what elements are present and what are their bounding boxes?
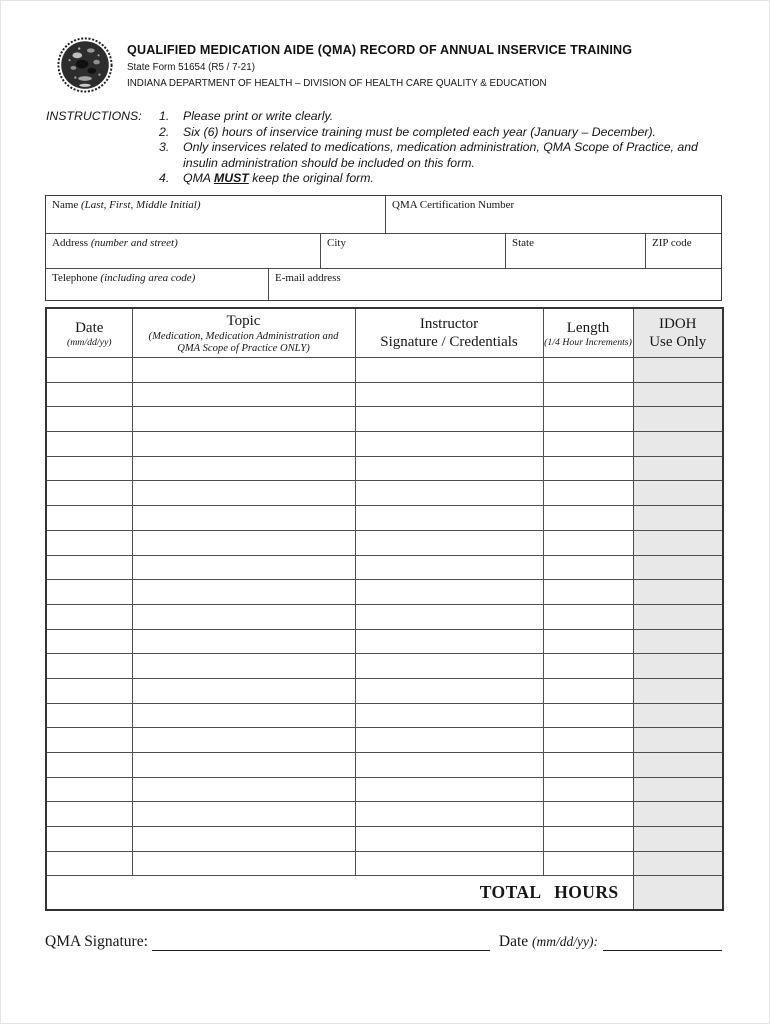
cell-instructor[interactable]	[355, 407, 543, 432]
table-row	[46, 777, 723, 802]
table-row	[46, 555, 723, 580]
column-header-idoh-use-only: IDOH Use Only	[633, 308, 723, 358]
cell-date[interactable]	[46, 604, 132, 629]
cell-idoh	[633, 580, 723, 605]
cell-topic[interactable]	[132, 481, 355, 506]
cell-topic[interactable]	[132, 851, 355, 876]
cell-instructor[interactable]	[355, 654, 543, 679]
cell-length[interactable]	[543, 555, 633, 580]
cell-topic[interactable]	[132, 802, 355, 827]
cell-instructor[interactable]	[355, 678, 543, 703]
cell-topic[interactable]	[132, 580, 355, 605]
cell-idoh	[633, 728, 723, 753]
cell-length[interactable]	[543, 456, 633, 481]
table-row	[46, 703, 723, 728]
cell-instructor[interactable]	[355, 851, 543, 876]
must-emphasis: MUST	[213, 171, 249, 186]
cell-date[interactable]	[46, 555, 132, 580]
cell-length[interactable]	[543, 851, 633, 876]
cell-topic[interactable]	[132, 506, 355, 531]
cell-topic[interactable]	[132, 407, 355, 432]
cell-date[interactable]	[46, 456, 132, 481]
telephone-label: Telephone	[52, 272, 98, 284]
cell-length[interactable]	[543, 629, 633, 654]
date-label: Date (mm/dd/yy):	[498, 933, 599, 950]
cell-instructor[interactable]	[355, 777, 543, 802]
instruction-text: Six (6) hours of inservice training must be completed each year (January – December).	[183, 124, 656, 139]
city-label: City	[327, 237, 346, 249]
cell-topic[interactable]	[132, 827, 355, 852]
cell-date[interactable]	[46, 358, 132, 383]
instruction-text: Please print or write clearly.	[183, 109, 334, 123]
address-label: Address	[52, 237, 89, 249]
instruction-text: Only inservices related to medications, medication administration, QMA Scope of Practice, and insulin administration should be included on this form.	[183, 140, 698, 170]
cell-date[interactable]	[46, 580, 132, 605]
inservice-training-table	[45, 307, 724, 911]
cell-instructor[interactable]	[355, 530, 543, 555]
cell-idoh	[633, 456, 723, 481]
cell-date[interactable]	[46, 629, 132, 654]
zip-code-label: ZIP code	[652, 237, 692, 249]
table-row	[46, 407, 723, 432]
cell-instructor[interactable]	[355, 382, 543, 407]
instruction-item-2	[159, 125, 736, 141]
cell-idoh	[633, 432, 723, 457]
cell-instructor[interactable]	[355, 555, 543, 580]
cell-date[interactable]	[46, 703, 132, 728]
cell-instructor[interactable]	[355, 604, 543, 629]
cell-length[interactable]	[543, 827, 633, 852]
state-field[interactable]	[506, 234, 646, 268]
cell-topic[interactable]	[132, 530, 355, 555]
qma-signature-label: QMA Signature:	[45, 933, 148, 950]
signature-section	[45, 932, 722, 951]
cell-date[interactable]	[46, 432, 132, 457]
table-row	[46, 851, 723, 876]
qma-signature-line[interactable]	[152, 933, 490, 951]
cell-length[interactable]	[543, 506, 633, 531]
department-name: INDIANA DEPARTMENT OF HEALTH – DIVISION OF HEALTH CARE QUALITY & EDUCATION	[127, 78, 547, 89]
cell-topic[interactable]	[132, 382, 355, 407]
instruction-item-4	[159, 171, 736, 187]
cell-idoh	[633, 802, 723, 827]
cell-length[interactable]	[543, 580, 633, 605]
cell-length[interactable]	[543, 753, 633, 778]
cell-idoh	[633, 530, 723, 555]
total-hours-row	[46, 876, 723, 911]
cell-topic[interactable]	[132, 777, 355, 802]
cell-length[interactable]	[543, 654, 633, 679]
cell-date[interactable]	[46, 506, 132, 531]
cell-idoh	[633, 604, 723, 629]
cell-instructor[interactable]	[355, 753, 543, 778]
date-format-hint: (mm/dd/yy):	[532, 934, 599, 949]
cell-instructor[interactable]	[355, 358, 543, 383]
form-header	[56, 36, 632, 94]
cell-idoh	[633, 753, 723, 778]
cell-instructor[interactable]	[355, 629, 543, 654]
total-hours-label-cell	[46, 876, 633, 911]
cell-length[interactable]	[543, 703, 633, 728]
training-table-body	[46, 358, 723, 876]
cell-date[interactable]	[46, 802, 132, 827]
telephone-field[interactable]	[46, 269, 269, 300]
cell-idoh	[633, 407, 723, 432]
cell-topic[interactable]	[132, 753, 355, 778]
cell-topic[interactable]	[132, 678, 355, 703]
cell-idoh	[633, 506, 723, 531]
cell-topic[interactable]	[132, 432, 355, 457]
cell-instructor[interactable]	[355, 827, 543, 852]
table-row	[46, 530, 723, 555]
cell-date[interactable]	[46, 728, 132, 753]
table-row	[46, 358, 723, 383]
qma-certification-number-field[interactable]	[386, 196, 721, 233]
instructions-label: INSTRUCTIONS:	[46, 109, 142, 123]
page-title: QUALIFIED MEDICATION AIDE (QMA) RECORD OF ANNUAL INSERVICE TRAINING	[127, 43, 633, 57]
instructions-section	[46, 109, 736, 187]
cell-length[interactable]	[543, 481, 633, 506]
cell-instructor[interactable]	[355, 432, 543, 457]
cell-date[interactable]	[46, 530, 132, 555]
indiana-state-seal-icon	[56, 36, 114, 94]
address-field[interactable]	[46, 234, 321, 268]
name-hint: (Last, First, Middle Initial)	[81, 199, 201, 211]
cell-topic[interactable]	[132, 654, 355, 679]
cell-instructor[interactable]	[355, 802, 543, 827]
total-hours-label: TOTAL HOURS	[479, 882, 619, 903]
cell-instructor[interactable]	[355, 580, 543, 605]
cell-idoh	[633, 629, 723, 654]
cell-length[interactable]	[543, 530, 633, 555]
table-row	[46, 506, 723, 531]
cell-date[interactable]	[46, 654, 132, 679]
state-label: State	[512, 237, 534, 249]
table-row	[46, 481, 723, 506]
instruction-number: 2.	[159, 124, 170, 139]
date-line[interactable]	[603, 933, 722, 951]
column-header-topic: Topic (Medication, Medication Administration and QMA Scope of Practice ONLY)	[132, 308, 355, 358]
cell-idoh	[633, 827, 723, 852]
telephone-hint: (including area code)	[100, 272, 196, 284]
instruction-number: 4.	[159, 171, 170, 186]
form-number: State Form 51654 (R5 / 7-21)	[127, 62, 255, 73]
email-label: E-mail address	[275, 272, 341, 284]
cell-topic[interactable]	[132, 604, 355, 629]
email-field[interactable]	[269, 269, 721, 300]
cell-topic[interactable]	[132, 629, 355, 654]
cell-date[interactable]	[46, 753, 132, 778]
cell-topic[interactable]	[132, 358, 355, 383]
cell-length[interactable]	[543, 777, 633, 802]
cell-length[interactable]	[543, 728, 633, 753]
cell-date[interactable]	[46, 382, 132, 407]
name-field[interactable]	[46, 196, 386, 233]
cell-date[interactable]	[46, 481, 132, 506]
cell-instructor[interactable]	[355, 728, 543, 753]
cell-idoh	[633, 358, 723, 383]
table-row	[46, 432, 723, 457]
cell-idoh	[633, 654, 723, 679]
cell-idoh	[633, 555, 723, 580]
city-field[interactable]	[321, 234, 506, 268]
cell-length[interactable]	[543, 604, 633, 629]
cell-date[interactable]	[46, 851, 132, 876]
cell-topic[interactable]	[132, 456, 355, 481]
table-row	[46, 827, 723, 852]
table-row	[46, 456, 723, 481]
table-row	[46, 802, 723, 827]
table-row	[46, 678, 723, 703]
cell-length[interactable]	[543, 407, 633, 432]
cell-length[interactable]	[543, 358, 633, 383]
cell-date[interactable]	[46, 407, 132, 432]
instruction-item-3	[159, 140, 736, 171]
personal-info-block	[45, 195, 722, 301]
cell-length[interactable]	[543, 678, 633, 703]
cell-idoh	[633, 777, 723, 802]
cell-idoh	[633, 703, 723, 728]
cell-instructor[interactable]	[355, 506, 543, 531]
table-row	[46, 728, 723, 753]
column-header-date: Date (mm/dd/yy)	[46, 308, 132, 358]
instruction-number: 3.	[159, 140, 170, 155]
instruction-text: QMA MUST keep the original form.	[183, 171, 374, 186]
column-header-length: Length (1/4 Hour Increments)	[543, 308, 633, 358]
table-row	[46, 753, 723, 778]
table-row	[46, 654, 723, 679]
cell-instructor[interactable]	[355, 703, 543, 728]
table-row	[46, 629, 723, 654]
table-row	[46, 382, 723, 407]
column-header-instructor: Instructor Signature / Credentials	[355, 308, 543, 358]
cell-date[interactable]	[46, 678, 132, 703]
cell-instructor[interactable]	[355, 456, 543, 481]
cell-idoh	[633, 851, 723, 876]
total-hours-value-cell[interactable]	[633, 876, 723, 911]
name-label: Name	[52, 199, 79, 211]
cell-length[interactable]	[543, 802, 633, 827]
table-row	[46, 580, 723, 605]
cell-topic[interactable]	[132, 703, 355, 728]
qma-certification-number-label: QMA Certification Number	[392, 199, 515, 211]
cell-date[interactable]	[46, 777, 132, 802]
cell-idoh	[633, 481, 723, 506]
cell-topic[interactable]	[132, 555, 355, 580]
cell-instructor[interactable]	[355, 481, 543, 506]
instruction-item-1	[159, 109, 736, 125]
address-hint: (number and street)	[90, 237, 178, 249]
table-header-row	[46, 308, 723, 358]
cell-idoh	[633, 382, 723, 407]
zip-code-field[interactable]	[646, 234, 721, 268]
instruction-number: 1.	[159, 109, 170, 123]
cell-idoh	[633, 678, 723, 703]
cell-length[interactable]	[543, 382, 633, 407]
cell-topic[interactable]	[132, 728, 355, 753]
cell-date[interactable]	[46, 827, 132, 852]
table-row	[46, 604, 723, 629]
cell-length[interactable]	[543, 432, 633, 457]
